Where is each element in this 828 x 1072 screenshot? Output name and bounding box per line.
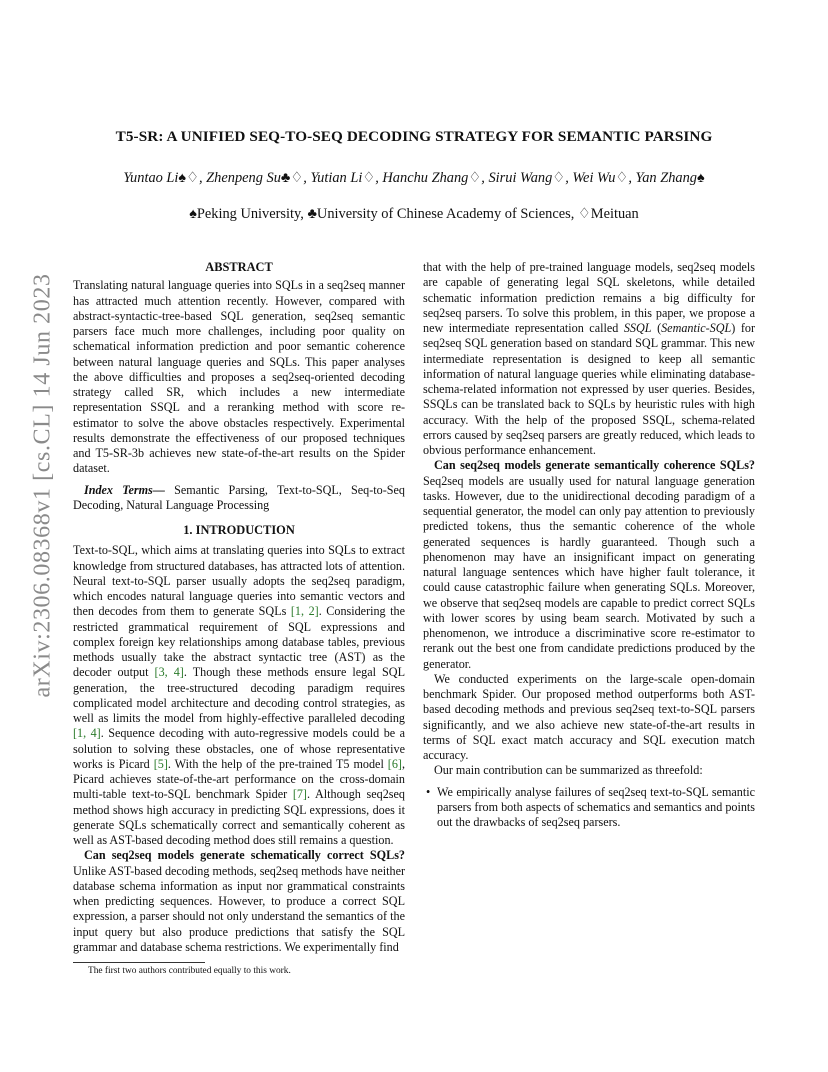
affiliations: ♠Peking University, ♣University of Chinese Academy of Sciences, ♢Meituan [189,206,639,222]
intro-paragraph-2 [73,848,405,955]
left-column [73,260,405,955]
ssql-full-term: Semantic-SQL [661,321,732,335]
index-terms-label: Index Terms— [84,482,165,497]
abstract-text: Translating natural language queries into SQLs in a seq2seq manner has attracted much attention recently. However, compared with abstract-syntactic-tree-based SQL generation, seq2seq semantic parsers face much more challenges, including poor quality on schematical information prediction and poor semantic coherence between natural language queries and SQLs. This paper analyses the above difficulties and proposes a seq2seq-oriented decoding strategy called SR, which includes a new intermediate representation SSQL and a reranking method with score re-estimator to solve the above obstacles respectively. Experimental results demonstrate the effectiveness of our proposed techniques and T5-SR-3b achieves new state-of-the-art results on the Spider dataset. [73,278,405,476]
intro-paragraph-3 [423,458,755,672]
footnote: The first two authors contributed equally to this work. [88,966,291,976]
arxiv-stamp-text: arXiv:2306.08368v1 [cs.CL] 14 Jun 2023 [29,272,56,698]
text-run: . With the help of the pre-trained T5 model [167,756,388,771]
index-terms-text: Semantic Parsing, Text-to-SQL, Seq-to-Seq Decoding, Natural Language Processing [73,482,405,512]
abstract-heading: ABSTRACT [205,260,273,274]
intro-paragraph-2-continued [423,260,755,458]
text-run: Text-to-SQL, which aims at translating queries into SQLs to extract knowledge from structured databases, has attracted lots of attention. Neural text-to-SQL parser usually adopts the seq2seq paradigm, which encodes natural language queries into semantic vectors and then decodes from them to generate SQLs [73,543,405,619]
paper-title: T5-SR: A UNIFIED SEQ-TO-SEQ DECODING STRATEGY FOR SEMANTIC PARSING [115,128,713,145]
text-run: , Picard achieves state-of-the-art performance on the cross-domain multi-table text-to-SQL benchmark Spider [73,756,405,802]
intro-paragraph-4: We conducted experiments on the large-scale open-domain benchmark Spider. Our proposed method outperforms both AST-based decoding methods and previous seq2seq text-to-SQL parsers significantly, and we also achieve new state-of-the-art results in terms of SQL exact match accuracy and SQL execution match accuracy. [423,671,755,762]
intro-heading: 1. INTRODUCTION [183,523,295,537]
contribution-list [423,785,755,831]
paragraph-lead: Can seq2seq models generate semantically coherence SQLs? [434,458,755,473]
ssql-term: SSQL [623,321,652,335]
intro-paragraph-5: Our main contribution can be summarized as threefold: [434,763,703,778]
text-run: . Considering the restricted grammatical requirement of SQL expressions and complex foreign key relationships among database tables, previous methods usually take the abstract syntactic tree (AST) as the decoder output [73,604,406,680]
text-run: . Though these methods ensure legal SQL generation, the tree-structured decoding paradigm requires complicated model architecture and decoding control strategies, as well as limits the model from highly-effective paralleled decoding [73,665,405,725]
arxiv-stamp [22,272,64,698]
citation-link[interactable]: [6] [387,756,402,771]
citation-link[interactable]: [5] [153,756,168,771]
list-item: • We empirically analyse failures of seq2seq text-to-SQL semantic parsers from both aspects of schematics and semantics and points out the drawbacks of seq2seq parsers. [423,785,755,831]
citation-link[interactable]: [3, 4] [154,665,184,680]
text-run: that with the help of pre-trained language models, seq2seq models are capable of generating legal SQL skeletons, while detailed schematic information prediction remains a big difficulty for seq2seq parsers. To solve this problem, in this paper, we propose a new intermediate representation called [423,260,755,335]
text-run: ) for seq2seq SQL generation based on standard SQL grammar. This new intermediate representation is designed to keep all semantic information of natural language queries while eliminating database-schema-related information not expressed by user queries. Besides, SSQLs can be translated back to SQLs by heuristic rules with high accuracy. With the help of the proposed SSQL, schema-related errors caused by seq2seq parsers are greatly reduced, which leads to obvious performance enhancement. [423,321,755,457]
right-column [423,260,755,830]
text-run: . Although seq2seq method shows high accuracy in predicting SQL expressions, does it generate SQLs schematically correct and semantically coherent as well as AST-based decoding method does still remains a question. [73,787,405,847]
citation-link[interactable]: [7] [292,787,307,802]
index-terms [73,483,405,514]
text-run: . Sequence decoding with auto-regressive models could be a solution to solving these obstacles, one of whose representative works is Picard [73,726,405,771]
text-run: Unlike AST-based decoding methods, seq2seq methods have neither database schema information as input nor grammatical constraints when predicting sequences. However, to produce a correct SQL expression, a parser should not only understand the semantics of the input query but also produce predictions that satisfy the SQL grammar and database schema restrictions. We experimentally find [73,863,406,954]
paragraph-lead: Can seq2seq models generate schematically correct SQLs? [84,848,405,863]
author-list: Yuntao Li♠♢, Zhenpeng Su♣♢, Yutian Li♢, Hanchu Zhang♢, Sirui Wang♢, Wei Wu♢, Yan Zhang♠ [123,170,705,186]
citation-link[interactable]: [1, 4] [73,726,101,741]
citation-link[interactable]: [1, 2] [290,604,319,619]
text-run: Seq2seq models are usually used for natural language generation tasks. However, due to the unidirectional decoding paradigm of a sequential generator, the model can only pay attention to previously predicted tokens, thus the semantic coherence of the whole generated sequences is hardly guaranteed. Though such a phenomenon may have an insignificant impact on generating natural language sentences which have higher fault tolerance, it could cause catastrophic failure when generating SQLs. Moreover, we observe that seq2seq models are capable to predict correct SQLs with lower scores by using beam search. Motivated by such a phenomenon, we introduce a discriminative score re-estimator to rerank out the best one from candidate predictions produced by the generator. [423,473,755,671]
footnote-rule [73,962,205,963]
intro-paragraph-1 [73,543,405,848]
text-run: ( [651,321,662,335]
